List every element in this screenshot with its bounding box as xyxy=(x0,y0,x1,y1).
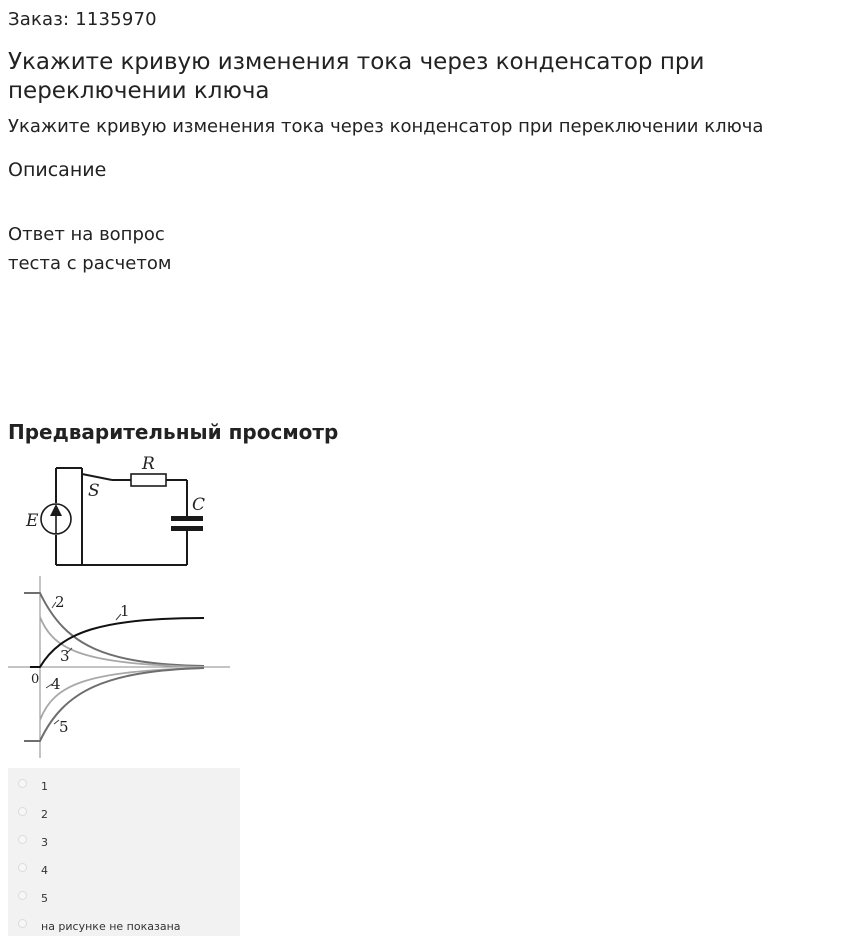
option-1[interactable] xyxy=(8,770,240,798)
option-4[interactable] xyxy=(8,854,240,882)
option-5[interactable] xyxy=(8,882,240,910)
resistor xyxy=(131,474,166,486)
description-line-2: теста с расчетом xyxy=(8,253,172,274)
curve-2 xyxy=(24,593,204,666)
description-line-1: Ответ на вопрос xyxy=(8,224,165,245)
preview-heading: Предварительный просмотр xyxy=(8,420,339,444)
switch-blade xyxy=(82,474,112,480)
option-label: 2 xyxy=(41,808,48,821)
capacitor-plate-bottom xyxy=(171,526,203,531)
radio-button[interactable] xyxy=(18,863,27,872)
option-label: 3 xyxy=(41,836,48,849)
source-arrow-head xyxy=(50,504,62,516)
radio-button[interactable] xyxy=(18,891,27,900)
radio-button[interactable] xyxy=(18,919,27,928)
option-label: 5 xyxy=(41,892,48,905)
curve-3-label: 3 xyxy=(60,647,70,665)
option-3[interactable] xyxy=(8,826,240,854)
radio-button[interactable] xyxy=(18,779,27,788)
capacitor-plate-top xyxy=(171,516,203,521)
option-2[interactable] xyxy=(8,798,240,826)
option-not-shown[interactable] xyxy=(8,910,240,938)
radio-button[interactable] xyxy=(18,807,27,816)
curve-4-label: 4 xyxy=(51,675,61,693)
curve-2-label: 2 xyxy=(55,593,65,611)
circuit-diagram xyxy=(20,452,220,570)
description-heading: Описание xyxy=(8,159,107,181)
curve-4 xyxy=(40,668,204,720)
curve-1 xyxy=(30,618,204,667)
capacitor-label: C xyxy=(192,495,206,515)
page-title: Укажите кривую изменения тока через конденсатор при переключении ключа xyxy=(8,49,705,104)
origin-label: 0 xyxy=(31,672,40,687)
option-label: на рисунке не показана xyxy=(41,920,181,933)
order-number: Заказ: 1135970 xyxy=(8,9,157,30)
resistor-label: R xyxy=(142,454,155,474)
current-curves-graph xyxy=(6,572,234,762)
answer-options xyxy=(8,768,240,936)
option-label: 1 xyxy=(41,780,48,793)
curve-5-label: 5 xyxy=(59,718,69,736)
description-text xyxy=(8,220,171,278)
question-text: Укажите кривую изменения тока через конденсатор при переключении ключа xyxy=(8,116,764,137)
curve-1-label: 1 xyxy=(120,602,130,620)
option-label: 4 xyxy=(41,864,48,877)
switch-label: S xyxy=(88,481,100,501)
source-label: E xyxy=(26,511,39,531)
radio-button[interactable] xyxy=(18,835,27,844)
